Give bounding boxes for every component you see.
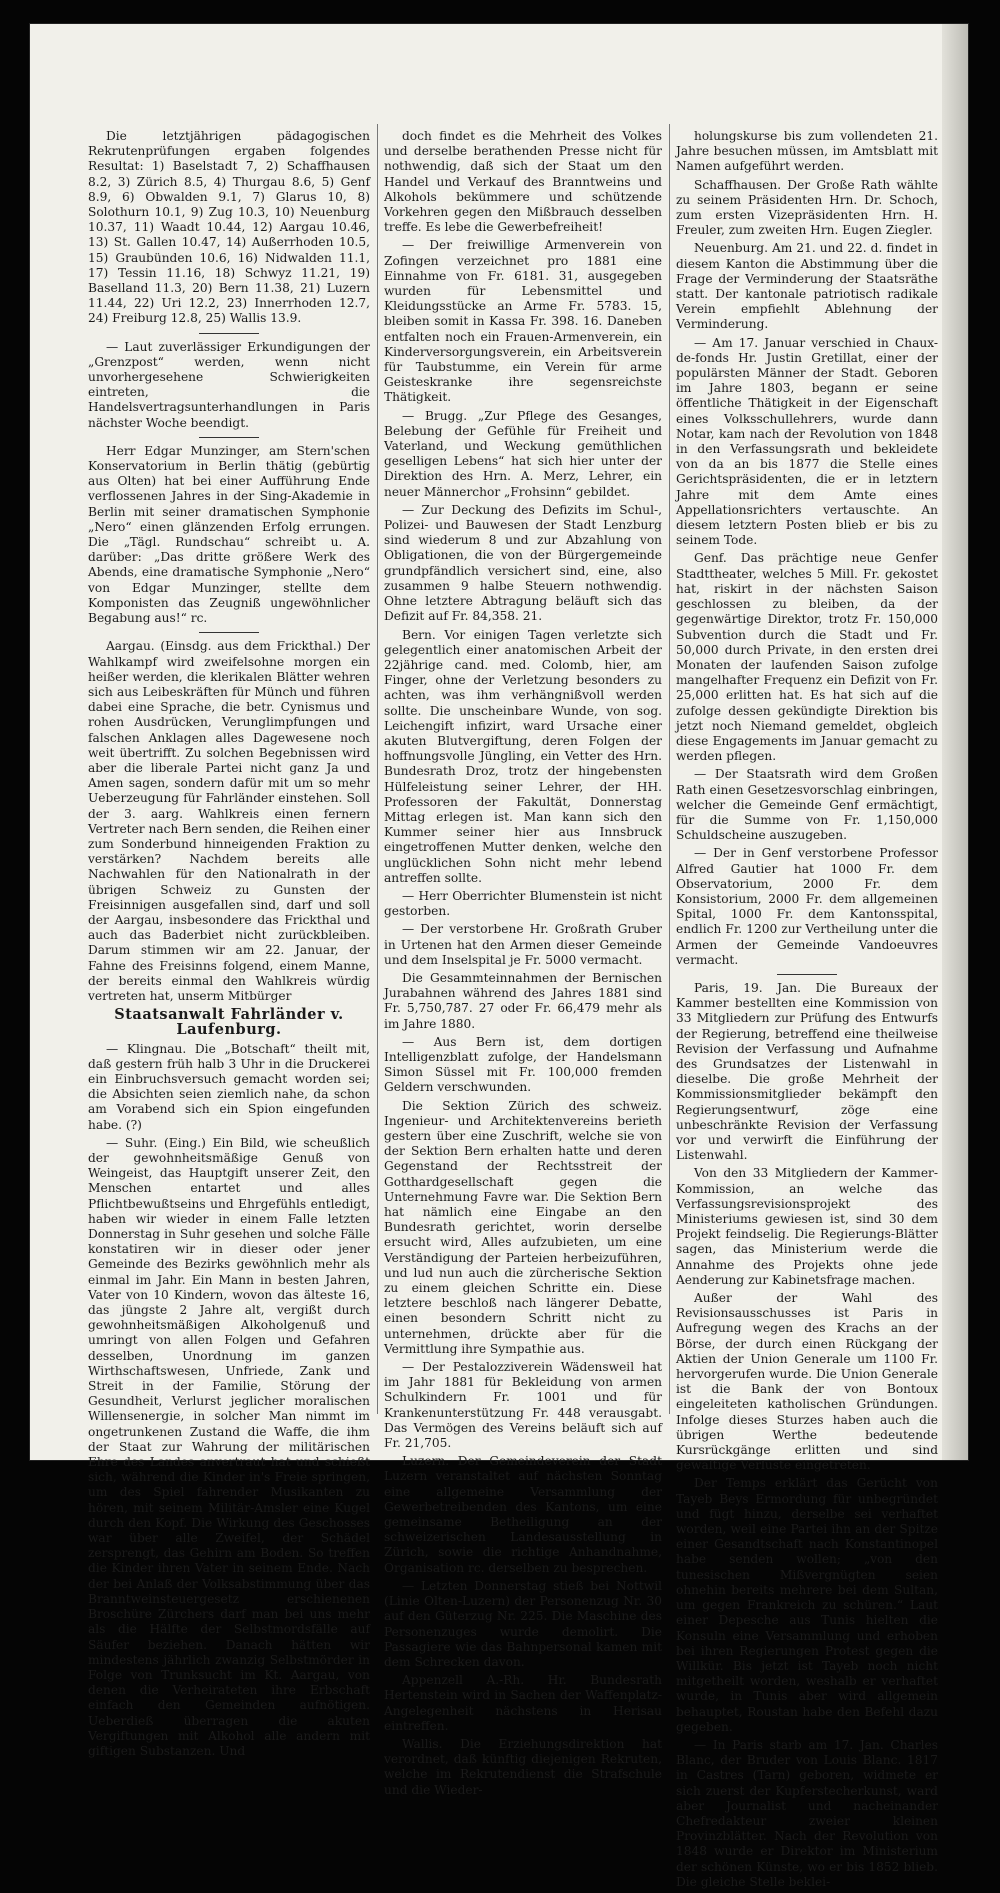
column-divider bbox=[669, 124, 670, 1414]
article-paragraph: — In Paris starb am 17. Jan. Charles Blanc, der Bruder von Louis Blanc. 1817 in Castres (Tarn) geboren, widmete er sich zuerst der Kupferstecherkunst, ward aber Journalist und nacheinander Chefredakteur zweier kleinen Provinzblätter. Nach der Revolution von 1848 wurde er Direktor im Ministerium der schönen Künste, wo er bis 1852 blieb. Die gleiche Stelle beklei- bbox=[676, 1737, 938, 1889]
article-paragraph: — Der verstorbene Hr. Großrath Gruber in Urtenen hat den Armen dieser Gemeinde und dem Inselspital je Fr. 5000 vermacht. bbox=[384, 922, 662, 967]
article-paragraph: Herr Edgar Munzinger, am Stern'schen Konservatorium in Berlin thätig (gebürtig aus Olten) hat bei einer Aufführung Ende verflossenen Jahres in der Sing-Akademie in Berlin mit seiner dramatischen Symphonie „Nero“ einen glänzenden Erfolg errungen. Die „Tägl. Rundschau“ schreibt u. A. darüber: „Das dritte größere Werk des Abends, eine dramatische Symphonie „Nero“ von Edgar Munzinger, stellte dem Komponisten das Zeugniß ungewöhnlicher Begabung aus!“ rc. bbox=[88, 443, 370, 626]
article-paragraph: Luzern. Der Gemeindeverein der Stadt Luzern veranstaltet auf nächsten Sonntag eine allgemeine Versammlung der Gewerbetreibenden des Kantons, um eine gemeinsame Betheiligung an der schweizerischen Landesausstellung in Zürich, sowie die richtige Anhandnahme, Organisation rc. derselben zu besprechen. bbox=[384, 1454, 662, 1575]
article-paragraph: — Suhr. (Eing.) Ein Bild, wie scheußlich der gewohnheitsmäßige Genuß von Weingeist, das Hauptgift unserer Zeit, den Menschen entartet und alles Pflichtbewußtseins und Ehrgefühls entledigt, haben wir wieder in einem Falle letzten Donnerstag in Suhr gesehen und solche Fälle konstatiren wir in dieser oder jener Gemeinde des Bezirks gewöhnlich mehr als einmal im Jahr. Ein Mann in besten Jahren, Vater von 10 Kindern, wovon das älteste 16, das jüngste 2 Jahre alt, vergißt durch gewohnheitsmäßigen Alkoholgenuß und umringt von allen Folgen und Gefahren desselben, Unordnung im ganzen Wirthschaftswesen, Unfriede, Zank und Streit in der Familie, Störung der Gesundheit, Verlurst jeglicher moralischen Willensenergie, in solcher Man nimmt im ongetrunkenen Zustand die Waffe, die ihm der Staat zur Wahrung der militärischen Ehre des Landes anvertraut hat und schießt sich, während die Kinder in's Freie springen, um des Spiel fahrender Musikanten zu hören, mit seinem Militär-Amsler eine Kugel durch den Kopf. Die Wirkung des Geschosses war über alle Zweifel, der Schädel zersprengt, das Gehirn am Boden. So treffen die Kinder ihren Vater in seinem Ende. Nach der bei Anlaß der Volksabstimmung über das Branntweinsteuergesetz erschienenen Broschüre Zürchers darf man bei uns mehr als die Hälfte der Selbstmordsfälle auf Säufer beziehen. Danach hätten wir mindestens jährlich zwanzig Selbstmörder in Folge von Trunksucht im Kt. Aargau, von denen die Verheirateten ihre Erbschaft einfach den Gemeinden aufnötigen. Ueberdieß überragen die akuten Vergiftungen mit Alkohol alle andern mit giftigen Substanzen. Und bbox=[88, 1135, 370, 1758]
article-paragraph: Die Gesammteinnahmen der Bernischen Jurabahnen während des Jahres 1881 sind Fr. 5,750,787. 27 oder Fr. 66,479 mehr als im Jahre 1880. bbox=[384, 970, 662, 1031]
article-paragraph: holungskurse bis zum vollendeten 21. Jahre besuchen müssen, im Amtsblatt mit Namen aufgeführt werden. bbox=[676, 129, 938, 174]
article-paragraph: — Der in Genf verstorbene Professor Alfred Gautier hat 1000 Fr. dem Observatorium, 2000 Fr. dem Konsistorium, 2000 Fr. dem allgemeinen Spital, 1000 Fr. dem Kantonsspital, endlich Fr. 1200 zur Vertheilung unter die Armen der Gemeinde Vandoeuvres vermacht. bbox=[676, 846, 938, 967]
article-paragraph: Aargau. (Einsdg. aus dem Frickthal.) Der Wahlkampf wird zweifelsohne morgen ein heißer werden, die klerikalen Blätter wehren sich aus Leibeskräften für Münch und führen dabei eine Sprache, die betr. Cynismus und rohen Ausdrücken, Verunglimpfungen und falschen Anklagen alles Dagewesene noch weit übertrifft. Zu solchen Begebnissen wird aber die liberale Partei nicht ganz Ja und Amen sagen, sondern dafür mit um so mehr Ueberzeugung für Fahrländer einstehen. Soll der 3. aarg. Wahlkreis einen fernern Vertreter nach Bern senden, die Reihen einer zum Sonderbund hinneigenden Fraktion zu verstärken? Nachdem bereits alle Nachwahlen für den Nationalrath in der übrigen Schweiz zu Gunsten der Freisinnigen ausgefallen sind, darf und soll der Aargau, insbesondere das Frickthal und auch das Baderbiet nicht zurückbleiben. Darum stimmen wir am 22. Januar, der Fahne des Freisinns folgend, einem Manne, der bereits einmal den Wahlkreis würdig vertreten hat, unserm Mitbürger bbox=[88, 639, 370, 1003]
article-paragraph: doch findet es die Mehrheit des Volkes und derselbe berathenden Presse nicht für nothwendig, daß sich der Staat um den Handel und Verkauf des Branntweins und Alkohols bekümmere und schützende Vorkehren gegen den Mißbrauch desselben treffe. Es lebe die Gewerbefreiheit! bbox=[384, 129, 662, 235]
article-paragraph: Appenzell A.-Rh. Hr. Bundesrath Hertenstein wird in Sachen der Waffenplatz-Angelegenheit nächstens in Herisau eintreffen. bbox=[384, 1673, 662, 1733]
article-paragraph: — Aus Bern ist, dem dortigen Intelligenzblatt zufolge, der Handelsmann Simon Süssel mit Fr. 100,000 fremden Geldern verschwunden. bbox=[384, 1034, 662, 1095]
separator bbox=[199, 632, 259, 633]
article-paragraph: Schaffhausen. Der Große Rath wählte zu seinem Präsidenten Hrn. Dr. Schoch, zum ersten Vizepräsidenten Hrn. H. Freuler, zum zweiten Hrn. Eugen Ziegler. bbox=[676, 177, 938, 238]
article-paragraph: Außer der Wahl des Revisionsausschusses ist Paris in Aufregung wegen des Krachs an der Börse, der durch einen Rückgang der Aktien der Union Generale um 1100 Fr. hervorgerufen wurde. Die Union Generale ist die Bank der von Bontoux eingeleiteten katholischen Gründungen. Infolge dieses Sturzes haben auch die übrigen Werthe bedeutende Kursrückgänge erlitten und sind gewaltige Verluste eingetreten. bbox=[676, 1291, 938, 1473]
article-paragraph: — Am 17. Januar verschied in Chaux-de-fonds Hr. Justin Gretillat, einer der populärsten Männer der Stadt. Geboren im Jahre 1803, begann er seine öffentliche Thätigkeit in der Eigenschaft eines Volksschullehrers, wurde dann Notar, kam nach der Revolution von 1848 in den Verfassungsrath und bekleidete von da an bis 1877 die Stelle eines Gerichtspräsidenten, die er in letztern Jahre mit dem Amte eines Appellationsrichters vertauschte. An diesem letztern Posten blieb er bis zu seinem Tode. bbox=[676, 335, 938, 548]
separator bbox=[199, 333, 259, 334]
column-2 bbox=[384, 129, 662, 1801]
column-3 bbox=[676, 129, 938, 1893]
article-paragraph: Wallis. Die Erziehungsdirektion hat verordnet, daß künftig diejenigen Rekruten, welche im Rekrutendienst die Strafschule und die Wieder- bbox=[384, 1736, 662, 1797]
article-paragraph: — Zur Deckung des Defizits im Schul-, Polizei- und Bauwesen der Stadt Lenzburg sind wiederum 8 und zur Abzahlung von Obligationen, die von der Bürgergemeinde grundpfändlich versichert sind, eine, also zusammen 9 halbe Steuern nothwendig. Ohne letztere Abtragung beläuft sich das Defizit auf Fr. 84,358. 21. bbox=[384, 502, 662, 624]
article-paragraph: — Klingnau. Die „Botschaft“ theilt mit, daß gestern früh halb 3 Uhr in die Druckerei ein Einbruchsversuch gemacht worden sei; die Absichten seien ziemlich nahe, da schon am Vorabend sich ein Spion eingefunden habe. (?) bbox=[88, 1041, 370, 1132]
article-paragraph: Der Temps erklärt das Gerücht von Tayeb Beys Ermordung für unbegründet und fügt hinzu, derselbe sei verhaftet worden, weil eine Partei ihn an der Spitze einer Gesandtschaft nach Konstantinopel habe senden wollen; „von den tunesischen Mißvergnügten seien ohnehin bereits mehrere bei dem Sultan, um gegen Frankreich zu schüren.“ Laut einer Depesche aus Tunis hielten die Konsuln eine Versammlung und erhoben bei ihren Regierungen Protest gegen die Willkür. Bis jetzt ist Tayeb noch nicht mitgetheilt worden, weshalb er verhaftet wurde, in Tunis aber wird allgemein behauptet, Roustan habe den Befehl dazu gegeben. bbox=[676, 1476, 938, 1734]
article-paragraph: Neuenburg. Am 21. und 22. d. findet in diesem Kanton die Abstimmung über die Frage der Verminderung der Staatsräthe statt. Der kantonale patriotisch radikale Verein empfiehlt Ablehnung der Verminderung. bbox=[676, 241, 938, 332]
candidate-headline: Staatsanwalt Fahrländer v. Laufenburg. bbox=[114, 1006, 344, 1039]
page-edge-shadow bbox=[942, 24, 968, 1460]
separator bbox=[199, 437, 259, 438]
separator bbox=[777, 974, 837, 975]
article-paragraph: — Der Staatsrath wird dem Großen Rath einen Gesetzesvorschlag einbringen, welcher die Gemeinde Genf ermächtigt, für die Summe von Fr. 1,150,000 Schuldscheine auszugeben. bbox=[676, 767, 938, 843]
column-divider bbox=[377, 124, 378, 1414]
article-paragraph: Bern. Vor einigen Tagen verletzte sich gelegentlich einer anatomischen Arbeit der 22jährige cand. med. Colomb, hier, am Finger, ohne der Verletzung besonders zu achten, was ihm verhängnißvoll werden sollte. Die unscheinbare Wunde, von sog. Leichengift infizirt, ward Ursache einer akuten Blutvergiftung, deren Folgen der hoffnungsvolle Jüngling, ein Vetter des Hrn. Bundesrath Droz, trotz der hingebensten Hülfeleistung seiner Lehrer, der HH. Professoren der Fakultät, Donnerstag Mittag erlegen ist. Man kann sich den Kummer seiner hier aus Innsbruck eingetroffenen Mutter denken, welche den unglücklichen Sohn nicht mehr lebend antreffen sollte. bbox=[384, 627, 662, 885]
newspaper-page bbox=[30, 24, 968, 1889]
article-paragraph: — Der freiwillige Armenverein von Zofingen verzeichnet pro 1881 eine Einnahme von Fr. 6181. 31, ausgegeben wurden für Lebensmittel und Kleidungsstücke an Arme Fr. 5783. 15, bleiben somit in Kassa Fr. 398. 16. Daneben entfalten noch ein Frauen-Armenverein, ein Kinderversorgungsverein, ein Arbeitsverein für Taubstumme, ein Verein für arme Geisteskranke ihre segensreichste Thätigkeit. bbox=[384, 238, 662, 405]
article-paragraph: — Laut zuverlässiger Erkundigungen der „Grenzpost“ werden, wenn nicht unvorhergesehene Schwierigkeiten eintreten, die Handelsvertragsunterhandlungen in Paris nächster Woche beendigt. bbox=[88, 339, 370, 430]
article-paragraph: — Herr Oberrichter Blumenstein ist nicht gestorben. bbox=[384, 888, 662, 919]
article-paragraph: — Brugg. „Zur Pflege des Gesanges, Belebung der Gefühle für Freiheit und Vaterland, und Weckung gemüthlichen geselligen Lebens“ hat sich hier unter der Direktion des Hrn. A. Merz, Lehrer, ein neuer Männerchor „Frohsinn“ gebildet. bbox=[384, 408, 662, 499]
article-paragraph: Genf. Das prächtige neue Genfer Stadttheater, welches 5 Mill. Fr. gekostet hat, riskirt in der nächsten Saison geschlossen zu bleiben, da der gegenwärtige Direktor, trotz Fr. 150,000 Subvention durch die Stadt und Fr. 50,000 durch Private, in den ersten drei Monaten der laufenden Saison zufolge mangelhafter Frequenz ein Defizit von Fr. 25,000 erlitten hat. Es hat sich auf die zufolge dessen gekündigte Direktion bis jetzt noch Niemand gemeldet, obgleich diese Engagements im Januar gemacht zu werden pflegen. bbox=[676, 551, 938, 764]
article-paragraph: — Letzten Donnerstag stieß bei Nottwil (Linie Olten-Luzern) der Personenzug Nr. 30 auf den Güterzug Nr. 225. Die Maschine des Personenzuges wurde demolirt. Die Passagiere wie das Bahnpersonal kamen mit dem Schrecken davon. bbox=[384, 1578, 662, 1669]
article-paragraph: — Der Pestalozziverein Wädensweil hat im Jahr 1881 für Bekleidung von armen Schulkindern Fr. 1001 und für Krankenunterstützung Fr. 448 verausgabt. Das Vermögen des Vereins beläuft sich auf Fr. 21,705. bbox=[384, 1360, 662, 1451]
column-1 bbox=[88, 129, 370, 1762]
article-paragraph: Von den 33 Mitgliedern der Kammer-Kommission, an welche das Verfassungsrevisionsprojekt des Ministeriums gewiesen ist, sind 30 dem Projekt feindselig. Die Regierungs-Blätter sagen, das Ministerium werde die Annahme des Projekts ohne jede Aenderung zur Kabinetsfrage machen. bbox=[676, 1166, 938, 1287]
article-paragraph: Paris, 19. Jan. Die Bureaux der Kammer bestellten eine Kommission von 33 Mitgliedern zur Prüfung des Entwurfs der Regierung, betreffend eine theilweise Revision der Verfassung und Aufnahme des Grundsatzes der Listenwahl in dieselbe. Die große Mehrheit der Kommissionsmitglieder bekämpft den Regierungsentwurf, zöge eine unbeschränkte Revision der Verfassung vor und verwirft die Einführung der Listenwahl. bbox=[676, 980, 938, 1163]
article-paragraph: Die letztjährigen pädagogischen Rekrutenprüfungen ergaben folgendes Resultat: 1) Baselstadt 7, 2) Schaffhausen 8.2, 3) Zürich 8.5, 4) Thurgau 8.6, 5) Genf 8.9, 6) Obwalden 9.1, 7) Glarus 10, 8) Solothurn 10.1, 9) Zug 10.3, 10) Neuenburg 10.37, 11) Waadt 10.44, 12) Aargau 10.46, 13) St. Gallen 10.47, 14) Außerrhoden 10.5, 15) Graubünden 10.6, 16) Nidwalden 11.1, 17) Tessin 11.16, 18) Schwyz 11.21, 19) Baselland 11.3, 20) Bern 11.38, 21) Luzern 11.44, 22) Uri 12.2, 23) Innerrhoden 12.7, 24) Freiburg 12.8, 25) Wallis 13.9. bbox=[88, 129, 370, 326]
article-paragraph: Die Sektion Zürich des schweiz. Ingenieur- und Architektenvereins berieth gestern über eine Zuschrift, welche sie von der Sektion Bern erhalten hatte und deren Gegenstand der Rechtsstreit der Gotthardgesellschaft gegen die Unternehmung Favre war. Die Sektion Bern hat nämlich eine Eingabe an den Bundesrath gerichtet, worin derselbe ersucht wird, Alles aufzubieten, um eine Verständigung der Parteien herbeizuführen, und lud nun auch die zürcherische Sektion zu einem gleichen Schritte ein. Diese letztere beschloß nach längerer Debatte, einen besondern Schritt nicht zu unternehmen, drückte aber für die Vermittlung ihre Sympathie aus. bbox=[384, 1098, 662, 1356]
